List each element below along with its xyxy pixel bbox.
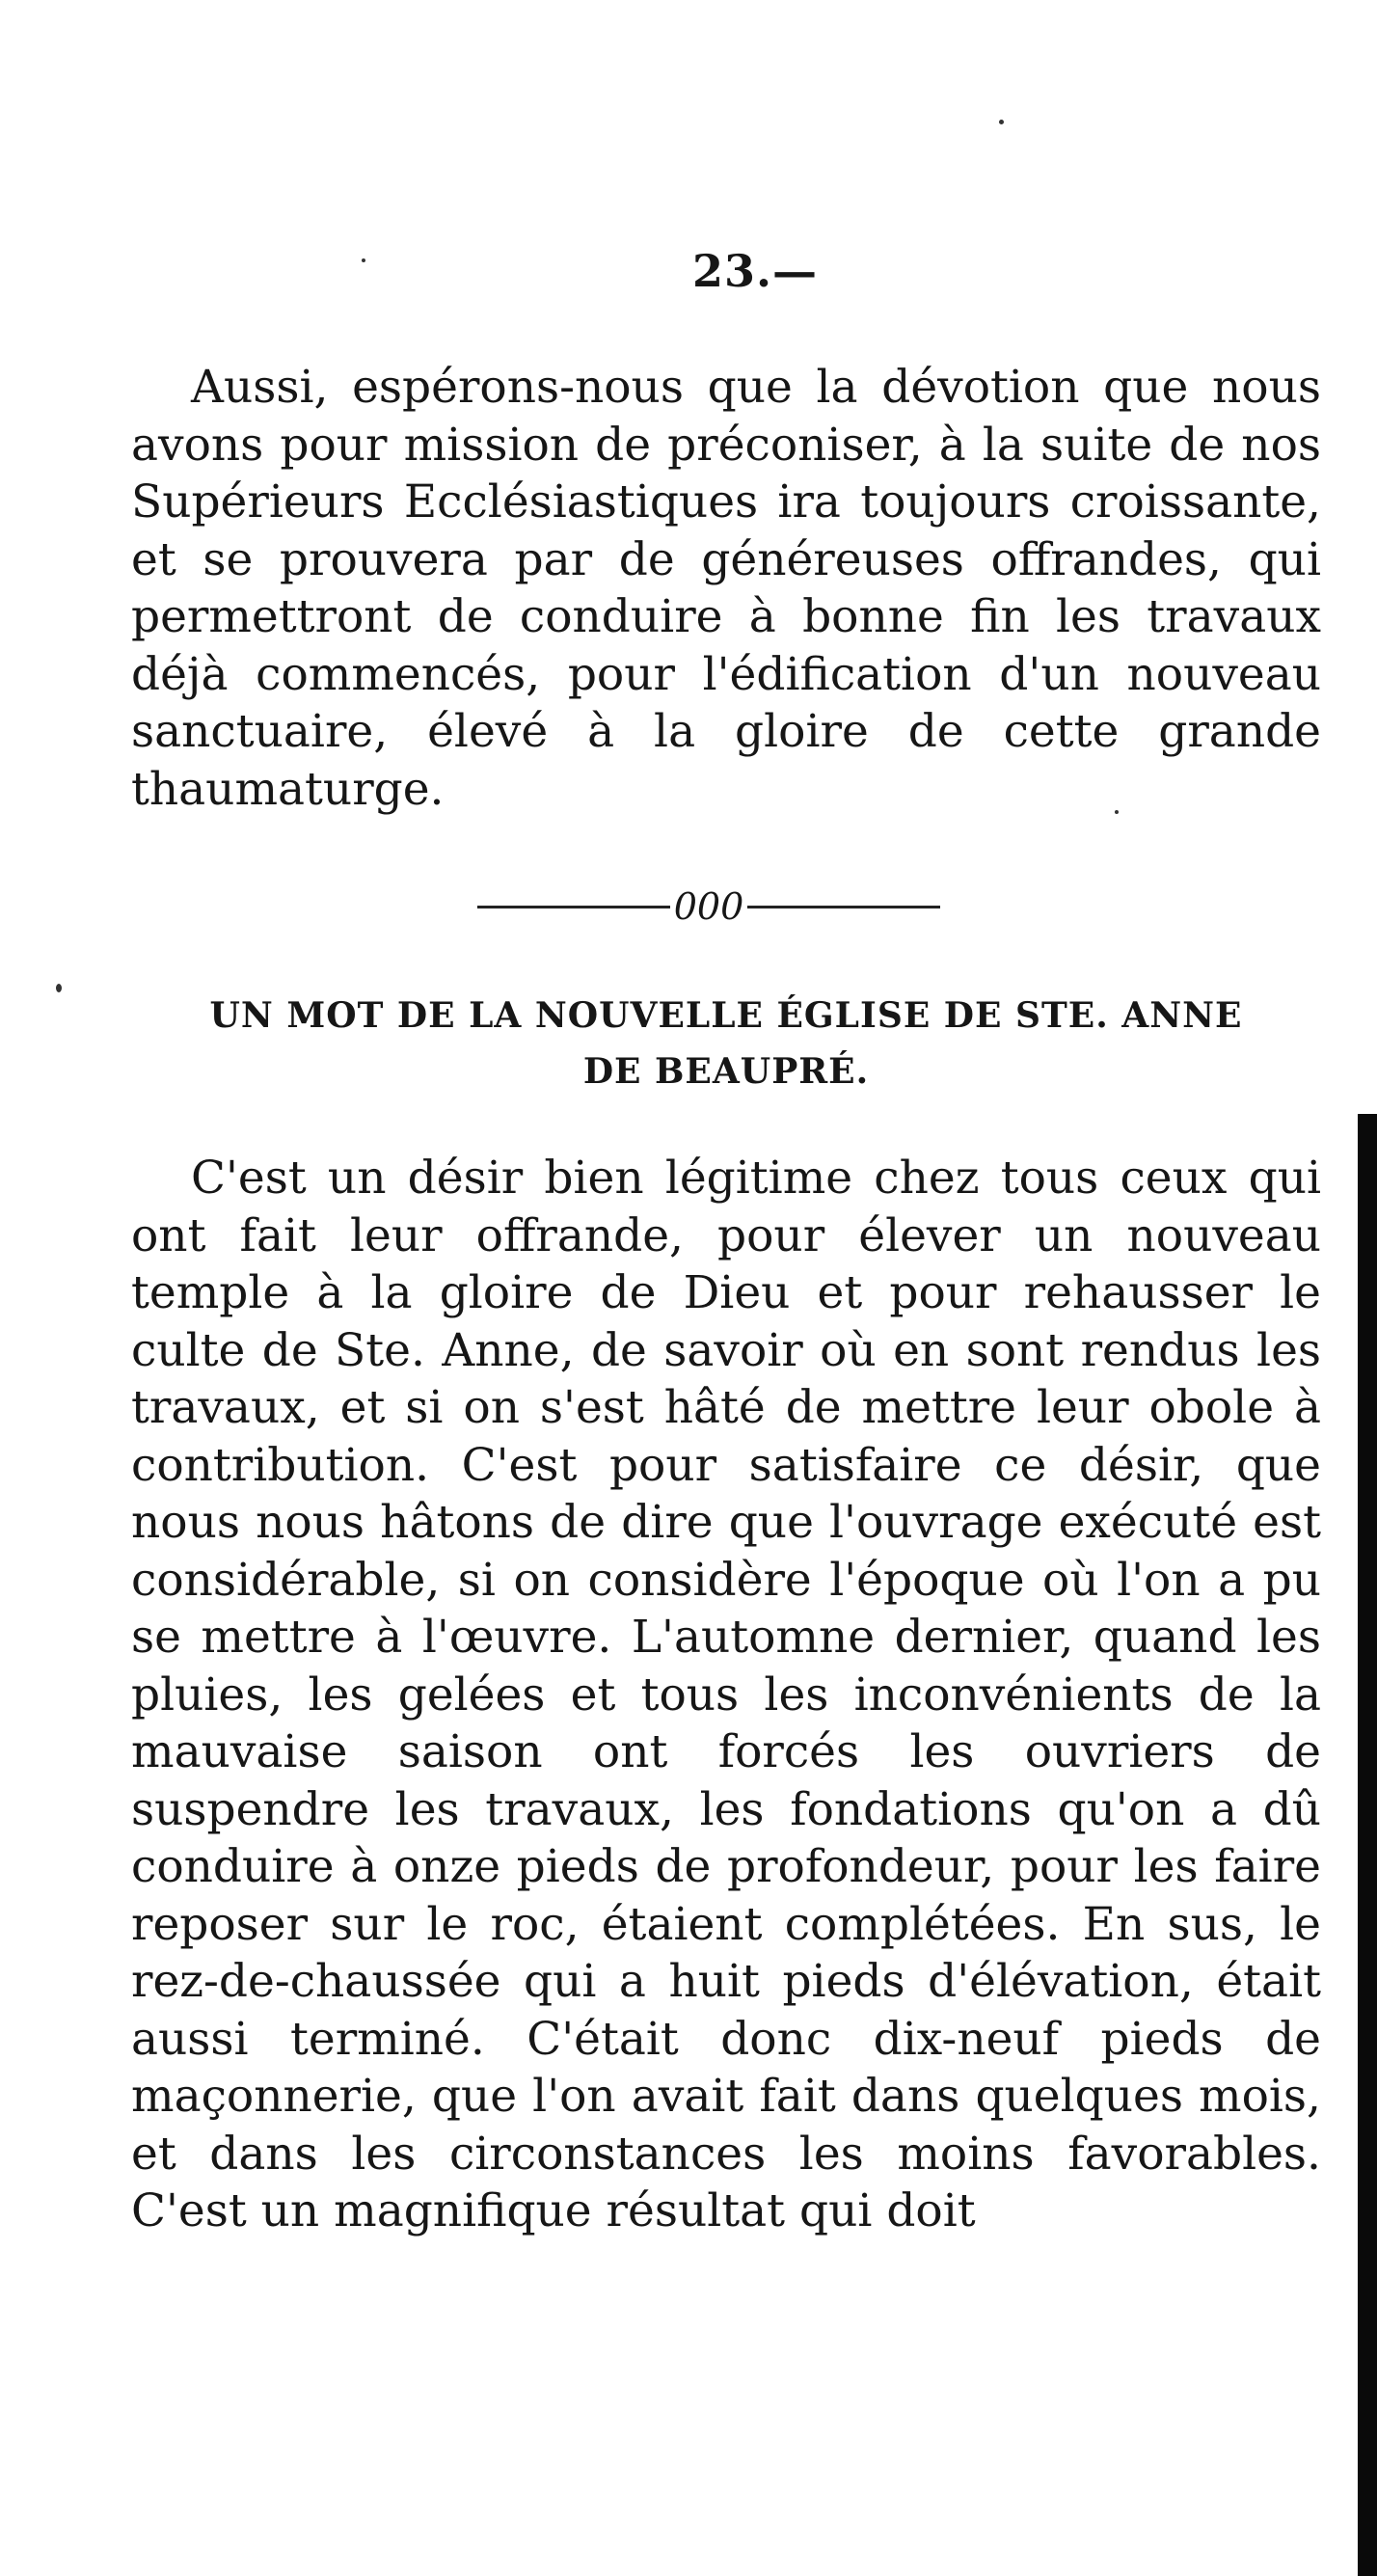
divider-rule-right: [747, 906, 940, 908]
section-heading: [131, 988, 1321, 1099]
scan-speck: [1115, 810, 1119, 814]
scan-speck: [362, 258, 365, 262]
section-heading-line-1: UN MOT DE LA NOUVELLE ÉGLISE DE STE. ANNE: [209, 995, 1243, 1036]
paragraph-devotion: Aussi, espérons-nous que la dévotion que nous avons pour mission de préconiser, à la suite de nos Supérieurs Ecclésiastiques ira toujours croissante, et se prouvera par de généreuses offrandes, qui permettront de conduire à bonne fin les travaux déjà commencés, pour l'édification d'un nouveau sanctuaire, élevé à la gloire de cette grande thaumaturge.: [131, 361, 1321, 816]
paragraph-new-church: C'est un désir bien légitime chez tous ceux qui ont fait leur offrande, pour élever un nouveau temple à la gloire de Dieu et pour rehausser le culte de Ste. Anne, de savoir où en sont rendus les travaux, et si on s'est hâté de mettre leur obole à contribution. C'est pour satisfaire ce désir, que nous nous hâtons de dire que l'ouvrage exécuté est considérable, si on considère l'époque où l'on a pu se mettre à l'œuvre. L'automne dernier, quand les pluies, les gelées et tous les inconvénients de la mauvaise saison ont forcés les ouvriers de suspendre les travaux, les fondations qu'on a dû conduire à onze pieds de profondeur, pour les faire reposer sur le roc, étaient complétées. En sus, le rez-de-chaussée qui a huit pieds d'élévation, était aussi terminé. C'était donc dix-neuf pieds de maçonnerie, que l'on avait fait dans quelques mois, et dans les circonstances les moins favorables. C'est un magnifique résultat qui doit: [131, 1152, 1321, 2237]
divider-mark: 000: [673, 885, 744, 928]
section-divider: [477, 878, 940, 935]
scan-edge-shadow: [1358, 1114, 1377, 2576]
section-heading-line-2: DE BEAUPRÉ.: [582, 1051, 870, 1092]
scan-speck: [56, 984, 62, 992]
divider-rule-left: [477, 906, 670, 908]
scan-speck: [999, 120, 1004, 124]
page-number: 23.—: [692, 245, 819, 297]
